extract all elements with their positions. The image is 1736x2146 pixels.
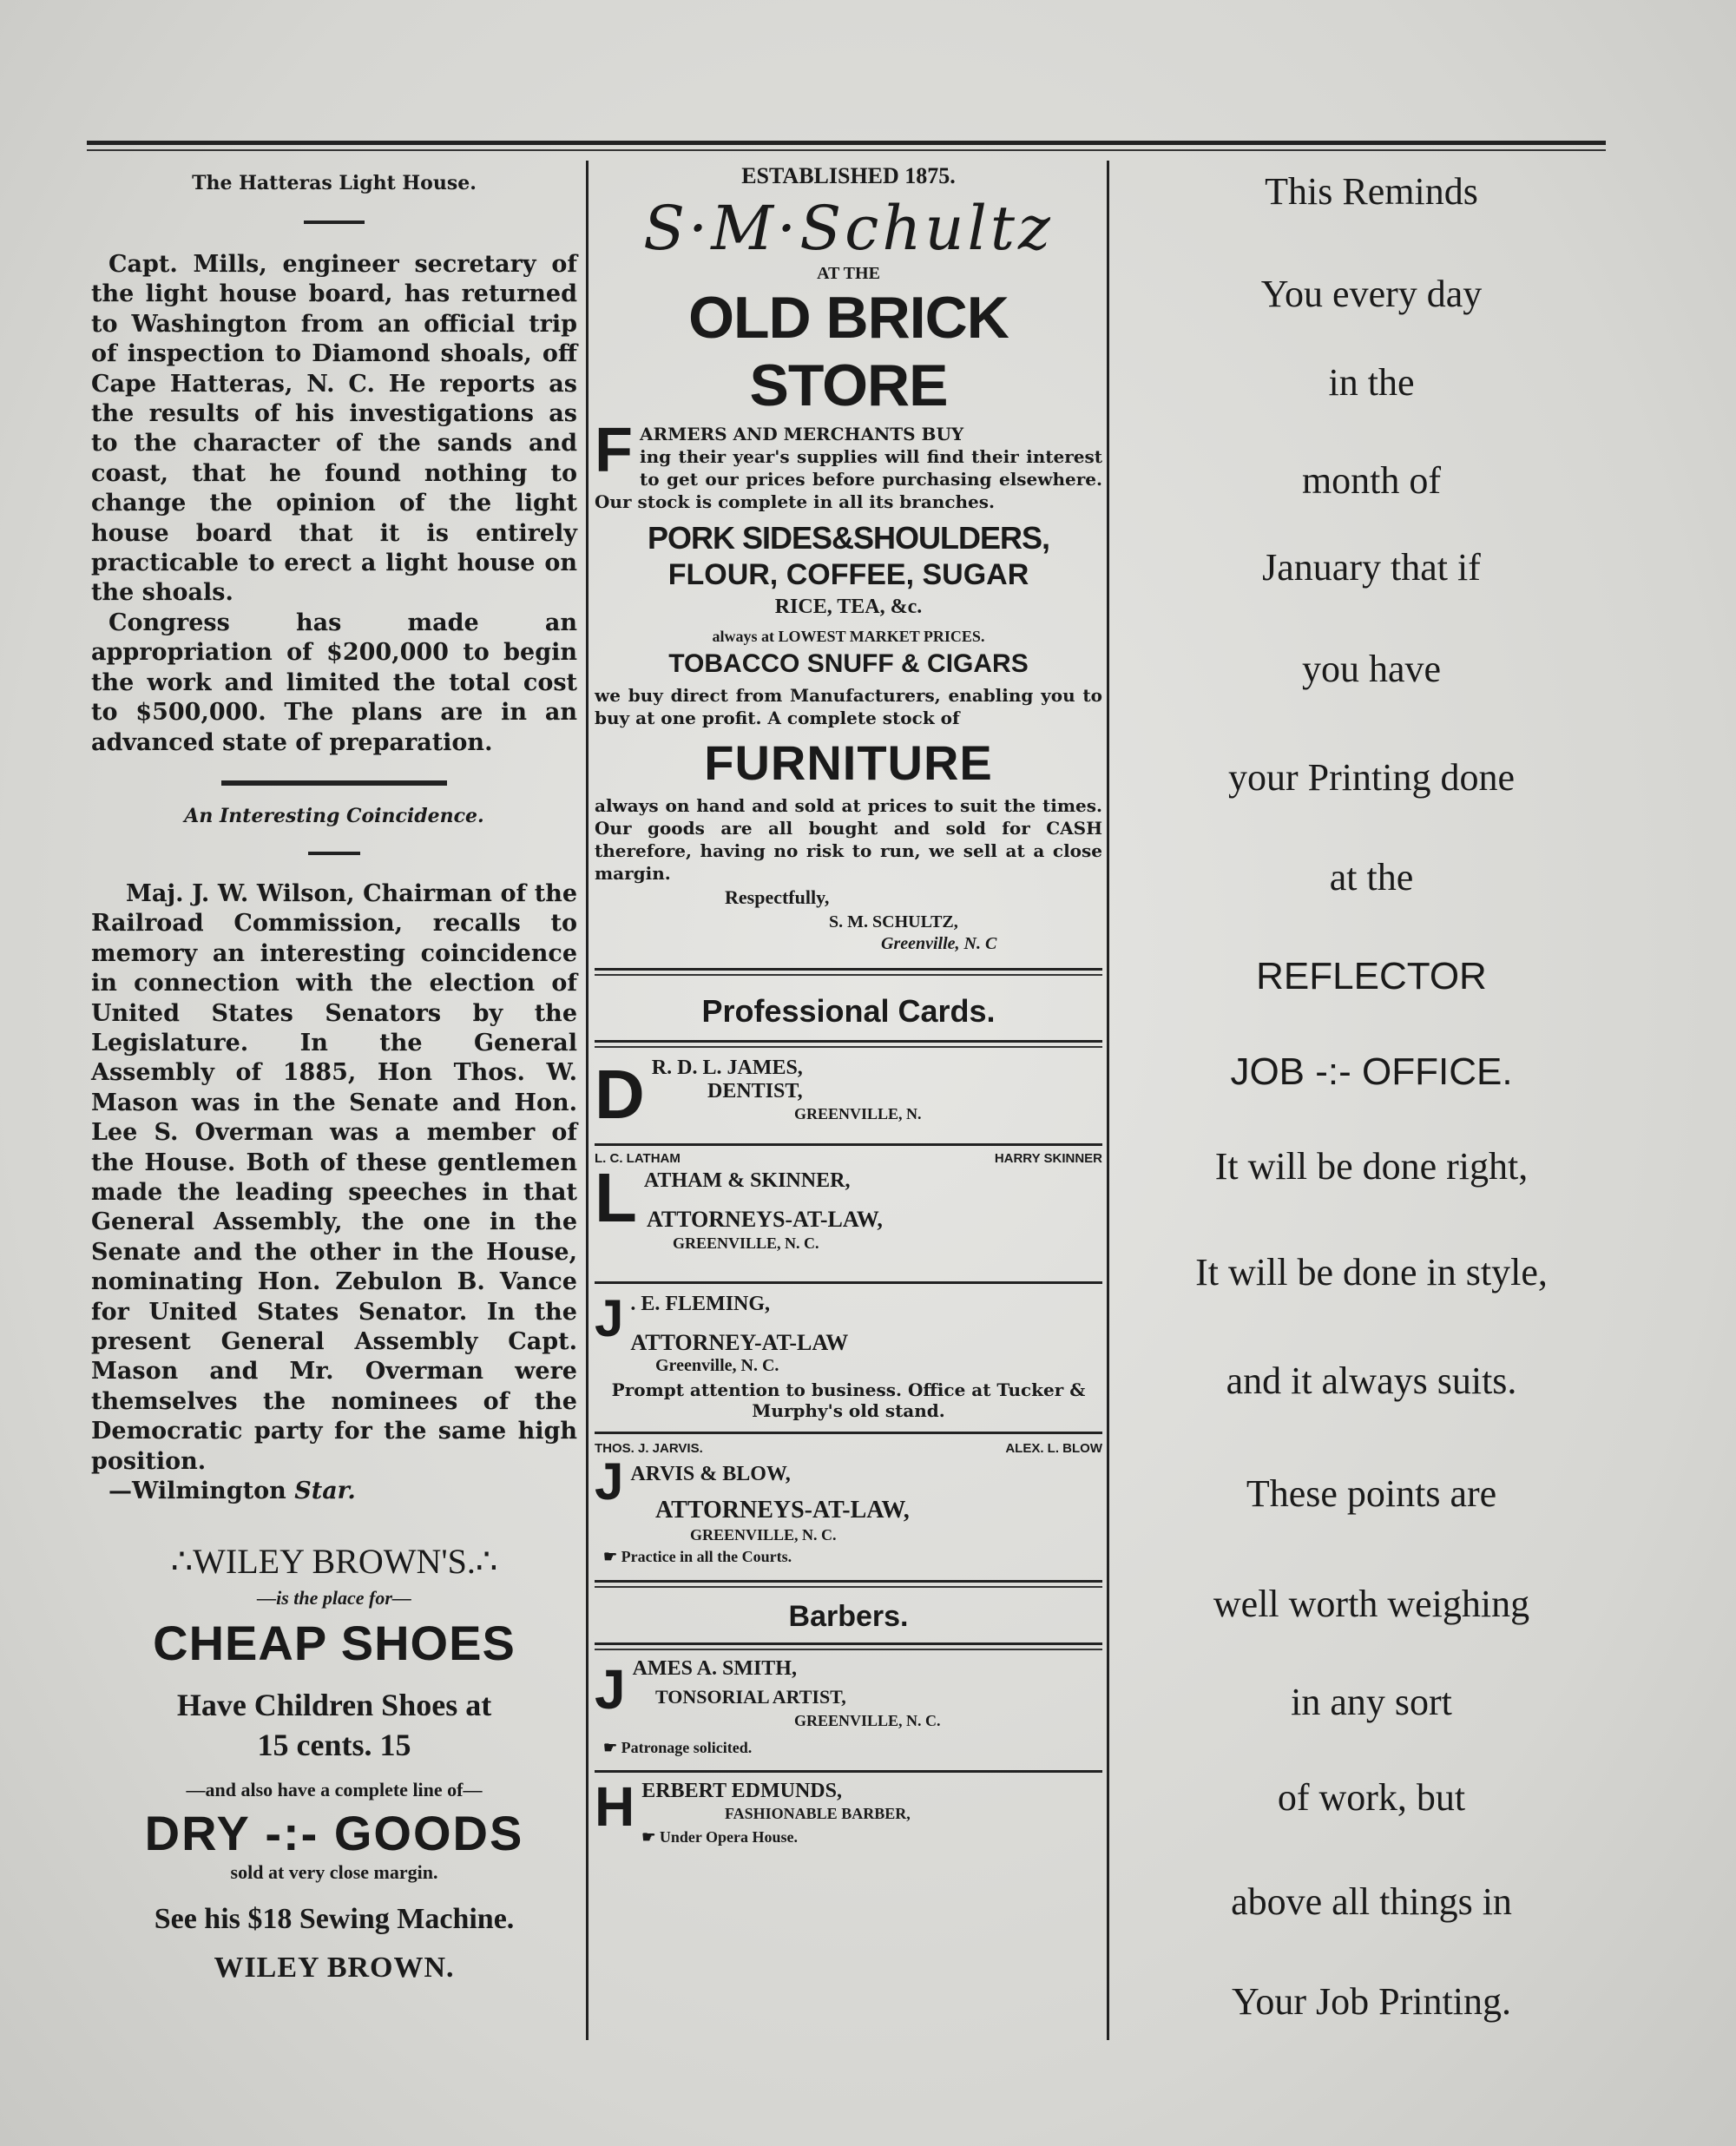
always-on-hand: always on hand and sold at prices to suit the times. Our goods are all bought and sold for CASH therefore, having no risk to run, we sell at a close margin. — [595, 795, 1102, 884]
respectfully: Respectfully, — [725, 886, 830, 908]
top-rule — [87, 141, 1606, 145]
reflector-line: you have — [1301, 648, 1442, 690]
intro-text: ing their year's supplies will find their interest to get our prices before purchasing elsewhere. Our stock is complete in all its branches. — [595, 446, 1102, 512]
smith-name: AMES A. SMITH, — [632, 1657, 797, 1680]
schultz-town: Greenville, N. C — [881, 934, 997, 953]
dropcap-l: L — [595, 1159, 637, 1236]
middle-column — [595, 163, 1102, 1866]
reflector-line: well worth weighing — [1213, 1583, 1530, 1625]
reflector-line: It will be done in style, — [1195, 1251, 1548, 1294]
reflector-line: in the — [1328, 361, 1415, 404]
at-the: AT THE — [817, 264, 880, 283]
rice-tea: RICE, TEA, &c. — [774, 596, 923, 618]
dropcap-f: F — [595, 416, 633, 485]
dropcap-h: H — [595, 1775, 635, 1838]
lowest-prices: always at LOWEST MARKET PRICES. — [712, 628, 985, 645]
wiley-sub: —is the place for— — [257, 1587, 411, 1610]
reflector-line: January that if — [1262, 546, 1481, 589]
smith-title: TONSORIAL ARTIST, — [655, 1686, 846, 1708]
rule — [595, 974, 1102, 976]
coincidence-title: An Interesting Coincidence. — [184, 804, 484, 827]
intro-lead: ARMERS AND MERCHANTS BUY — [639, 424, 964, 444]
rule — [595, 1642, 1102, 1645]
wiley-title: ∴WILEY BROWN'S.∴ — [170, 1542, 498, 1582]
james-title: DENTIST, — [707, 1080, 803, 1103]
pork-sides: PORK SIDES&SHOULDERS, — [647, 520, 1050, 556]
fleming-title: ATTORNEY-AT-LAW — [630, 1330, 849, 1355]
rule — [595, 1580, 1102, 1583]
children-shoes: Have Children Shoes at — [176, 1688, 492, 1723]
reflector-line: REFLECTOR — [1256, 955, 1487, 997]
flour-coffee: FLOUR, COFFEE, SUGAR — [667, 558, 1029, 591]
jarvis-left: THOS. J. JARVIS. — [595, 1441, 703, 1456]
reflector-line: at the — [1329, 856, 1414, 899]
cheap-shoes: CHEAP SHOES — [153, 1616, 516, 1671]
reflector-line: This Reminds — [1265, 170, 1478, 213]
tobacco: TOBACCO SNUFF & CIGARS — [668, 649, 1029, 678]
dry-goods: DRY -:- GOODS — [144, 1806, 524, 1861]
old-brick-store: OLD BRICK STORE — [688, 285, 1009, 418]
latham-title: ATTORNEYS-AT-LAW, — [647, 1207, 883, 1232]
card-latham — [595, 1151, 1102, 1281]
card-james — [595, 1057, 1102, 1143]
price-line: 15 cents. 15 — [257, 1728, 411, 1763]
james-town: GREENVILLE, N. — [794, 1105, 922, 1122]
schultz-intro — [595, 416, 1102, 513]
buy-direct: we buy direct from Manufacturers, enabling you to buy at one profit. A complete stock of — [595, 685, 1102, 728]
latham-town: GREENVILLE, N. C. — [673, 1234, 819, 1252]
jarvis-text: ☛ Practice in all the Courts. — [603, 1548, 792, 1565]
top-rule-thin — [87, 149, 1606, 151]
reflector-line: month of — [1301, 459, 1442, 502]
coincidence-source: —Wilmington Star. — [108, 1478, 356, 1505]
rule — [595, 1046, 1102, 1048]
card-edmunds — [595, 1775, 1102, 1866]
card-jarvis — [595, 1441, 1102, 1580]
reflector-line: It will be done right, — [1214, 1145, 1529, 1188]
divider — [308, 852, 360, 855]
professional-cards-heading: Professional Cards. — [701, 993, 996, 1029]
schultz-signature: S. M. SCHULTZ, — [829, 912, 958, 931]
wiley-signature: WILEY BROWN. — [214, 1952, 455, 1985]
left-column — [91, 165, 577, 1985]
latham-name: ATHAM & SKINNER, — [643, 1169, 851, 1192]
fleming-text: Prompt attention to business. Office at Tucker & Murphy's old stand. — [611, 1379, 1086, 1421]
edmunds-title: FASHIONABLE BARBER, — [725, 1805, 911, 1822]
established: ESTABLISHED 1875. — [741, 163, 956, 188]
complete-line: —and also have a complete line of— — [186, 1779, 483, 1801]
reflector-line: These points are — [1246, 1472, 1497, 1515]
edmunds-name: ERBERT EDMUNDS, — [641, 1780, 842, 1802]
rule — [595, 1586, 1102, 1588]
barbers-heading: Barbers. — [788, 1600, 909, 1633]
smith-town: GREENVILLE, N. C. — [794, 1712, 941, 1729]
close-margin: sold at very close margin. — [230, 1861, 438, 1884]
rule — [595, 1040, 1102, 1043]
james-name: R. D. L. JAMES, — [651, 1057, 803, 1079]
reflector-line: above all things in — [1231, 1880, 1512, 1923]
rule — [595, 1143, 1102, 1146]
card-smith — [595, 1657, 1102, 1770]
jarvis-right: ALEX. L. BLOW — [1005, 1441, 1102, 1456]
card-fleming — [595, 1289, 1102, 1432]
latham-right: HARRY SKINNER — [994, 1151, 1102, 1166]
latham-left: L. C. LATHAM — [595, 1151, 681, 1166]
section-divider — [221, 780, 447, 786]
hatteras-paragraph-2: Congress has made an appropriation of $200,000 to begin the work and limited the total cost to $500,000. The plans are in an advanced state of preparation. — [91, 609, 577, 756]
schultz-name: S·M·Schultz — [643, 193, 1054, 264]
reflector-line: You every day — [1260, 273, 1483, 315]
jarvis-title: ATTORNEYS-AT-LAW, — [655, 1497, 910, 1524]
column-divider-right — [1107, 161, 1109, 2040]
fleming-town: Greenville, N. C. — [655, 1356, 779, 1375]
reflector-line: and it always suits. — [1226, 1359, 1517, 1402]
dropcap-j: J — [595, 1452, 624, 1511]
reflector-line: JOB -:- OFFICE. — [1230, 1050, 1513, 1093]
jarvis-name: ARVIS & BLOW, — [630, 1463, 791, 1485]
jarvis-town: GREENVILLE, N. C. — [690, 1526, 837, 1544]
divider — [304, 221, 365, 224]
dropcap-j: J — [595, 1658, 626, 1721]
smith-text: ☛ Patronage solicited. — [603, 1739, 753, 1756]
sewing-machine: See his $18 Sewing Machine. — [154, 1903, 515, 1936]
hatteras-title: The Hatteras Light House. — [192, 172, 477, 194]
edmunds-text: ☛ Under Opera House. — [641, 1828, 799, 1846]
rule — [595, 968, 1102, 971]
reflector-line: in any sort — [1291, 1681, 1452, 1723]
rule — [595, 1281, 1102, 1284]
coincidence-paragraph: Maj. J. W. Wilson, Chairman of the Railroad Commission, recalls to memory an interesting coincidence in connection with the election of United States Senators by the Legislature. In the General Assembly of 1885, Hon Thos. W. Mason was in the Senate and Hon. Lee S. Overman was a member of the House. Both of these gentlemen made the leading speeches in that General Assembly, the one in the Senate and the other in the House, nominating Hon. Zebulon B. Vance for United States Senator. In the present General Assembly Capt. Mason and Mr. Overman were themselves the nominees of the Democratic party for the same high position. — [91, 879, 577, 1475]
fleming-name: . E. FLEMING, — [630, 1293, 771, 1315]
rule — [595, 1432, 1102, 1434]
column-divider-left — [586, 161, 589, 2040]
rule — [595, 1770, 1102, 1773]
furniture: FURNITURE — [704, 735, 993, 790]
dropcap-d: D — [595, 1056, 645, 1133]
reflector-line: your Printing done — [1228, 756, 1515, 799]
reflector-line: Your Job Printing. — [1232, 1980, 1511, 2023]
reflector-line: of work, but — [1277, 1776, 1466, 1819]
rule — [595, 1649, 1102, 1650]
dropcap-j: J — [595, 1289, 624, 1347]
hatteras-paragraph-1: Capt. Mills, engineer secretary of the light house board, has returned to Washington from an official trip of inspection to Diamond shoals, off Cape Hatteras, N. C. He reports as the results of his investigations as to the character of the sands and coast, that he found nothing to change the opinion of the light house board that it is entirely practicable to erect a light house on the shoals. — [91, 251, 577, 607]
wiley-brown-ad — [91, 1541, 577, 1985]
